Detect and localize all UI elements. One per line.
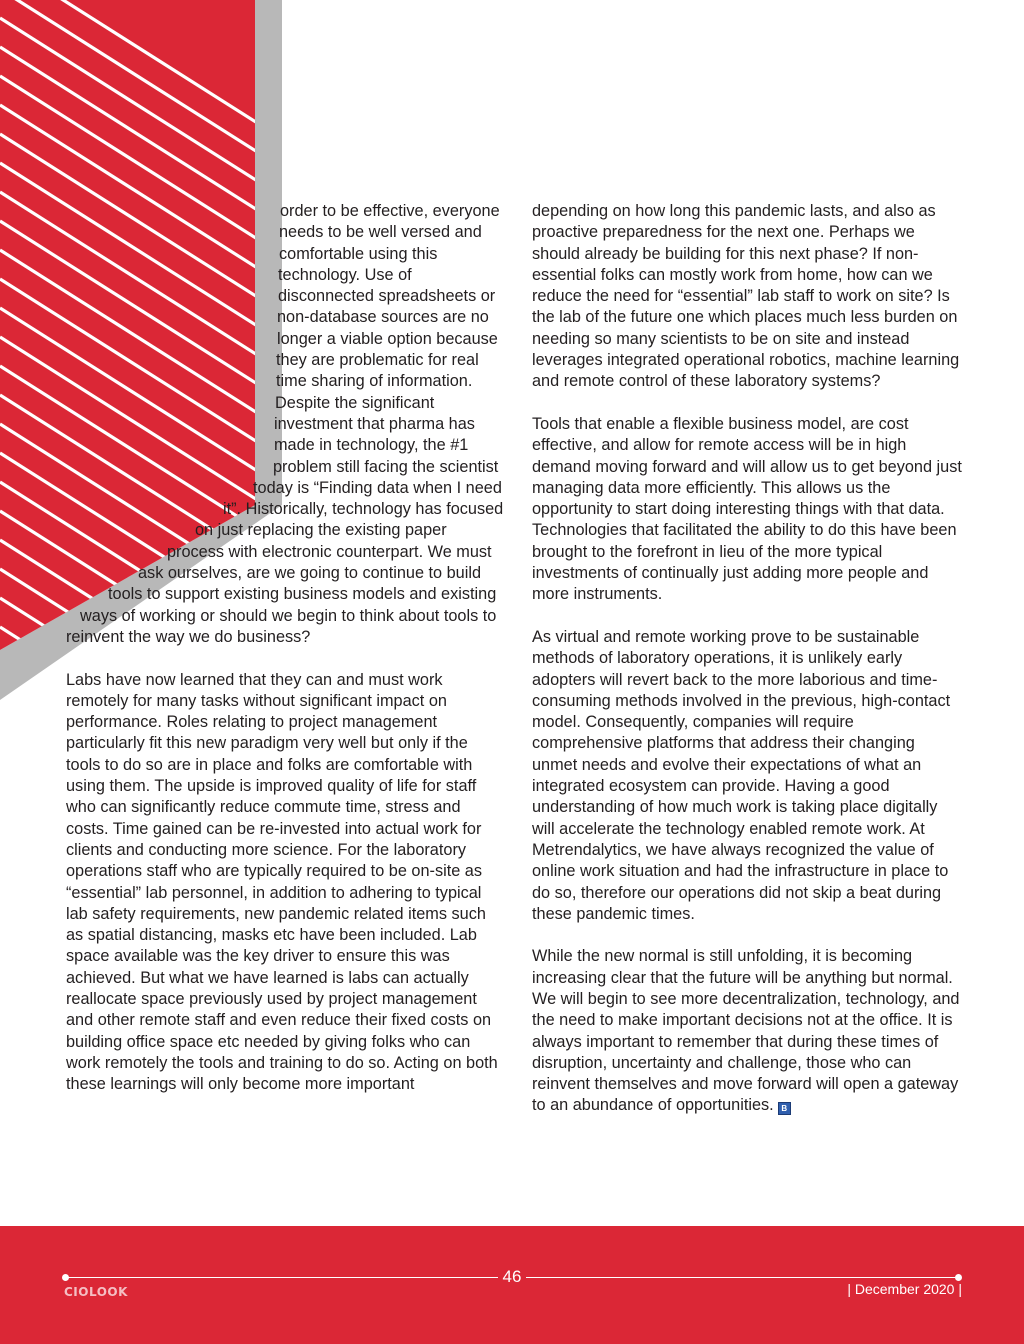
left-text-column: [66, 201, 506, 1095]
body-paragraph: depending on how long this pandemic lasts, and also as proactive preparedness for the next one. Perhaps we should already be building for this next phase? If non-essential folks can mostly work from home, how can we reduce the need for “essential” lab staff to work on site? Is the lab of the future one which places much less burden on needing so many scientists to be on site and instead leverages integrated operational robotics, machine learning and remote control of these laboratory systems?: [532, 202, 960, 391]
body-paragraph: Labs have now learned that they can and must work remotely for many tasks without significant impact on performance. Roles relating to project management particularly fit this new paradigm very well but only if the tools to do so are in place and folks are comfortable with using them. The upside is improved quality of life for staff who can significantly reduce commute time, stress and costs. Time gained can be re-invested into actual work for clients and conducting more science. For the laboratory operations staff who are typically required to be on-site as “essential” lab personnel, in addition to adhering to typical lab safety requirements, new pandemic related items such as spatial distancing, masks etc have been included. Lab space available was the key driver to ensure this was achieved. But what we have learned is labs can actually reallocate space previously used by project management and other remote staff and even reduce their fixed costs on building office space etc needed by giving folks who can work remotely the tools and training to do so. Acting on both these learnings will only become more important: [66, 670, 498, 1094]
body-paragraph: order to be effective, everyone needs to be well versed and comfortable using this technology. Use of disconnected spreadsheets or non-database sources are no longer a viable option because they are problematic for real time sharing of information. Despite the significant investment that pharma has made in technology, the #1 problem still facing the scientist today is “Finding data when I need it”. Historically, technology has focused on just replacing the existing paper process with electronic counterpart. We must ask ourselves, are we going to continue to build tools to support existing business models and existing ways of working or should we begin to think about tools to reinvent the way we do business?: [66, 202, 504, 646]
article-end-icon: B: [778, 1102, 791, 1115]
body-paragraph: As virtual and remote working prove to be sustainable methods of laboratory operations, it is unlikely early adopters will revert back to the more laborious and time-consuming methods involved in the previous, high-contact model. Consequently, companies will require comprehensive platforms that address their changing unmet needs and evolve their expectations of what an integrated ecosystem can provide. Having a good understanding of how much work is taking place digitally will accelerate the technology enabled remote work. At Metrendalytics, we have always recognized the value of online work situation and had the infrastructure in place to do so, therefore our operations did not skip a beat during these pandemic times.: [532, 627, 951, 923]
footer-rule-right-dot: [955, 1274, 962, 1281]
footer-rule-right: [526, 1277, 958, 1278]
closing-paragraph-text: While the new normal is still unfolding, it is becoming increasing clear that the future will be anything but normal. We will begin to see more decentralization, technology, and the need to make important decisions not at the office. It is always important to remember that during these times of disruption, uncertainty and challenge, those who can reinvent themselves and move forward will open a gateway to an abundance of opportunities.: [532, 947, 960, 1115]
right-text-column: [532, 201, 964, 1117]
body-paragraph: Tools that enable a flexible business model, are cost effective, and allow for remote access will be in high demand moving forward and will allow us to get beyond just managing data more efficiently. This allows us the opportunity to start doing interesting things with that data. Technologies that facilitated the ability to do this have been brought to the forefront in lieu of the more typical investments of continually just adding more people and more instruments.: [532, 414, 962, 604]
issue-date: | December 2020 |: [847, 1281, 962, 1297]
footer-rule-left: [66, 1277, 498, 1278]
page-number: 46: [502, 1267, 522, 1286]
brand-logo: CIOLOOK: [64, 1285, 128, 1299]
body-paragraph: [532, 946, 964, 1116]
